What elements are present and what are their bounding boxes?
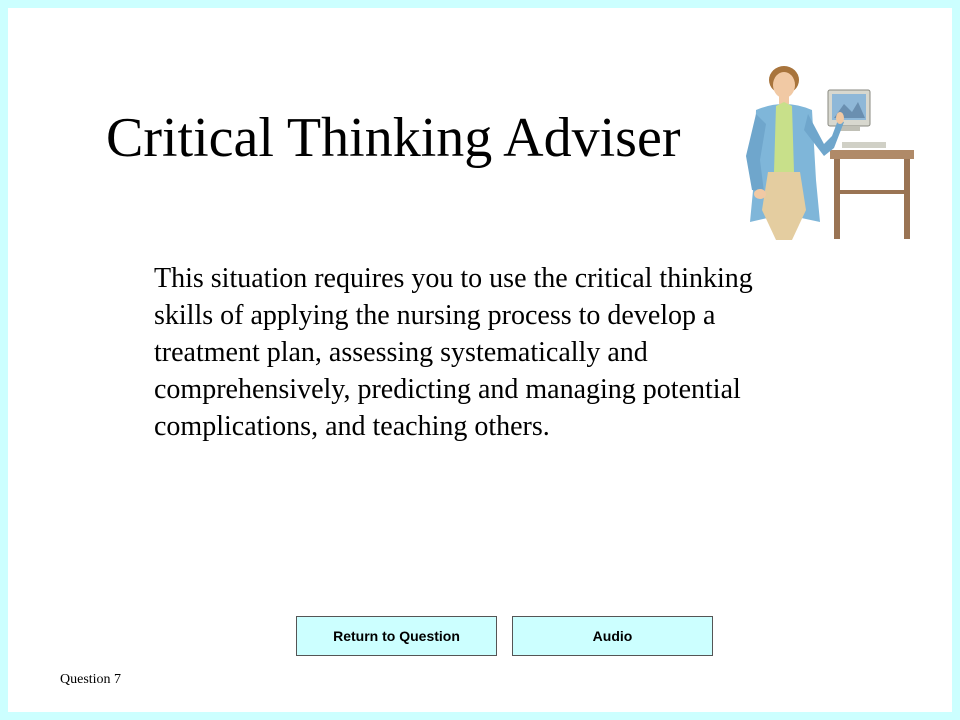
advice-text: This situation requires you to use the critical thinking skills of applying the nursing process to develop a treatment plan, assessing systematically and comprehensively, predicting and managing potential complications, and teaching others. [154, 263, 753, 442]
presenter-hand [836, 112, 844, 124]
question-number: Question 7 [60, 672, 122, 687]
desk-crossbar [840, 190, 904, 194]
desk-leg-left [834, 159, 840, 239]
audio-button[interactable]: Audio [512, 616, 713, 656]
slide [8, 8, 952, 712]
presenter-illustration [734, 60, 914, 240]
monitor-base [840, 126, 860, 131]
slide-title: Critical Thinking Adviser [106, 107, 681, 169]
return-to-question-button[interactable]: Return to Question [296, 616, 497, 656]
presenter-pants [762, 172, 806, 240]
presenter-face [773, 72, 795, 98]
desk-leg-right [904, 159, 910, 239]
desk-top [830, 150, 914, 159]
presenter-shirt [774, 102, 794, 172]
keyboard [842, 142, 886, 148]
